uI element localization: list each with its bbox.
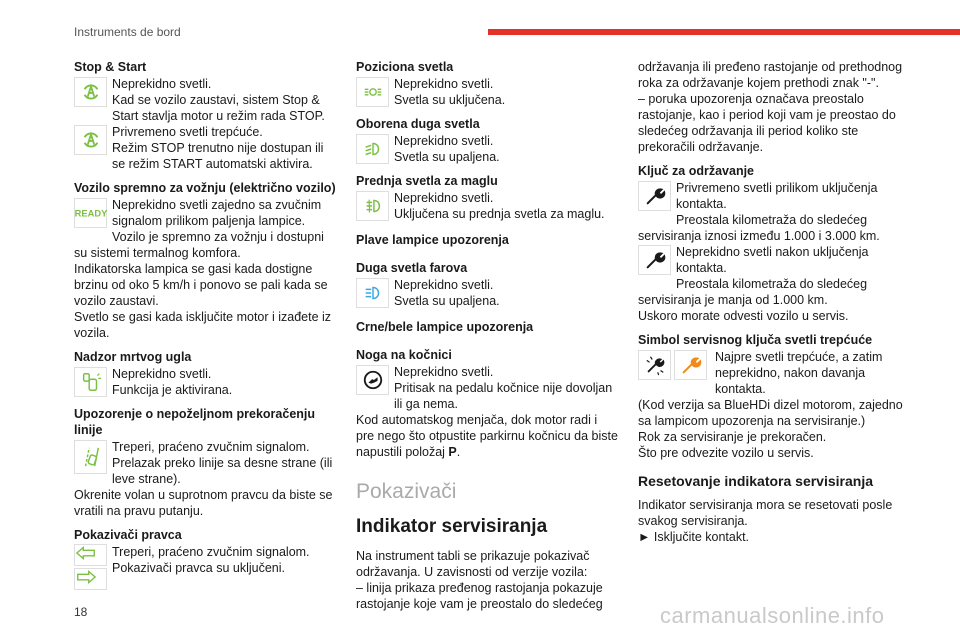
- blind-spot-icon: [74, 367, 107, 397]
- heading-blue-warnings: Plave lampice upozorenja: [356, 233, 509, 247]
- entry-blind-spot: [74, 366, 336, 398]
- heading-foot-on-brake: Noga na kočnici: [356, 348, 452, 362]
- ready-t1: Neprekidno svetli zajedno sa zvučnim signalom prilikom paljenja lampice.: [112, 198, 322, 228]
- ready-t2: Vozilo je spremno za vožnju i dostupni su sistemi termalnog komfora.: [74, 230, 324, 260]
- entry-front-fog: [356, 190, 618, 222]
- entry-foot-on-brake: [356, 364, 618, 460]
- turn-signal-icons: [74, 544, 107, 592]
- flash-t2: (Kod verzija sa BlueHDi dizel motorom, zajedno sa lampicom upozorenja na servisiranje.): [638, 398, 903, 428]
- turn-t2: Pokazivači pravca su uključeni.: [112, 561, 285, 575]
- front-fog-icon: [356, 191, 389, 221]
- heading-service-key: Ključ za održavanje: [638, 164, 755, 178]
- heading-position-lamps: Poziciona svetla: [356, 60, 454, 74]
- service-t1: Na instrument tabli se prikazuje pokazivač održavanja. U zavisnosti od verzije vozila:: [356, 549, 590, 579]
- lane-t2: Prelazak preko linije sa desne strane (ili leve strane).: [112, 456, 333, 486]
- flashing-key-icons: [638, 349, 710, 382]
- lane-departure-icon: [74, 440, 107, 474]
- turn-right-icon: [74, 568, 107, 590]
- fog-t1: Neprekidno svetli.: [394, 191, 494, 205]
- ready-t4: Svetlo se gasi kada isključite motor i izađete iz vozila.: [74, 310, 332, 340]
- flash-t3: Rok za servisiranje je prekoračen.: [638, 430, 827, 444]
- column-3: [638, 59, 904, 545]
- entry-stop-start-steady: [74, 76, 336, 124]
- dipped-t2: Svetla su upaljena.: [394, 150, 500, 164]
- heading-reset-service: Resetovanje indikatora servisiranja: [638, 473, 873, 489]
- header-accent-bar: [488, 29, 960, 35]
- entry-position-lamps: [356, 76, 618, 108]
- stop-start-flashing-icon: [74, 125, 107, 155]
- heading-lane-departure: Upozorenje o nepoželjnom prekoračenju linije: [74, 407, 316, 437]
- key-b1: Neprekidno svetli nakon uključenja kontakta.: [676, 245, 869, 275]
- ready-icon: [74, 198, 107, 228]
- column-2: [356, 59, 618, 612]
- section-title-indicators: Pokazivači: [356, 480, 457, 503]
- main-beam-icon: [356, 278, 389, 308]
- watermark: carmanualsonline.info: [660, 603, 885, 628]
- lane-t3: Okrenite volan u suprotnom pravcu da biste se vratili na pravu putanju.: [74, 488, 333, 518]
- service-t2: – linija prikaza pređenog rastojanja pokazuje rastojanje koje vam je preostalo do sledećeg: [356, 581, 603, 611]
- running-header: Instruments de bord: [74, 25, 181, 39]
- service-cont1: održavanja ili pređeno rastojanje od prethodnog roka za održavanje kojem prethodi znak "-".: [638, 60, 903, 90]
- dipped-t1: Neprekidno svetli.: [394, 134, 494, 148]
- brake-t1: Neprekidno svetli.: [394, 365, 494, 379]
- stop-start-a1: Neprekidno svetli.: [112, 77, 212, 91]
- heading-blind-spot: Nadzor mrtvog ugla: [74, 350, 192, 364]
- position-t2: Svetla su uključena.: [394, 93, 506, 107]
- entry-turn-signals: [74, 544, 336, 576]
- service-cont2: – poruka upozorenja označava preostalo rastojanje, kao i period koji vam je preostao do sledećeg održavanja ili period koliko ste prekoračili održavanje.: [638, 92, 896, 154]
- entry-dipped-beam: [356, 133, 618, 165]
- key-b3: Uskoro morate odvesti vozilo u servis.: [638, 309, 849, 323]
- key-a2: Preostala kilometraža do sledećeg servisiranja iznosi između 1.000 i 3.000 km.: [638, 213, 880, 243]
- brake-t3-text: Kod automatskog menjača, dok motor radi i pre nego što otpustite parkirnu kočnicu da biste napustili položaj: [356, 413, 618, 459]
- entry-service-key-steady: [638, 244, 904, 324]
- lane-t1: Treperi, praćeno zvučnim signalom.: [112, 440, 310, 454]
- heading-turn-signals: Pokazivači pravca: [74, 528, 182, 542]
- heading-main-beam: Duga svetla farova: [356, 261, 468, 275]
- heading-ready: Vozilo spremno za vožnju (električno vozilo): [74, 181, 336, 195]
- wrench-steady-icon: [638, 245, 671, 275]
- flash-t1: Najpre svetli trepćuće, a zatim neprekidno, nakon davanja kontakta.: [715, 350, 883, 396]
- brake-t2: Pritisak na pedalu kočnice nije dovoljan ili ga nema.: [394, 381, 613, 411]
- stop-start-b2: Režim STOP trenutno nije dostupan ili se režim START automatski aktivira.: [112, 141, 324, 171]
- fog-t2: Uključena su prednja svetla za maglu.: [394, 207, 605, 221]
- sidelamps-icon: [356, 77, 389, 107]
- flash-t4: Što pre odvezite vozilo u servis.: [638, 446, 814, 460]
- turn-t1: Treperi, praćeno zvučnim signalom.: [112, 545, 310, 559]
- reset-t1: Indikator servisiranja mora se resetovati posle svakog servisiranja.: [638, 498, 893, 528]
- foot-on-brake-icon: [356, 365, 389, 395]
- svg-text:READY: READY: [74, 208, 107, 219]
- wrench-flashing-icon: [638, 350, 671, 380]
- dipped-beam-icon: [356, 134, 389, 164]
- brake-t3: [356, 412, 618, 460]
- heading-front-fog: Prednja svetla za maglu: [356, 174, 498, 188]
- blind-spot-t2: Funkcija je aktivirana.: [112, 383, 233, 397]
- stop-start-a2: Kad se vozilo zaustavi, sistem Stop & Start stavlja motor u režim rada STOP.: [112, 93, 325, 123]
- column-1: [74, 59, 336, 592]
- stop-start-b1: Privremeno svetli trepćuće.: [112, 125, 263, 139]
- heading-bw-warnings: Crne/bele lampice upozorenja: [356, 320, 534, 334]
- entry-stop-start-flash: [74, 124, 336, 172]
- ready-t3: Indikatorska lampica se gasi kada dostigne brzinu od oko 5 km/h i ponovo se pali kada se vozilo zaustavi.: [74, 262, 328, 308]
- main-beam-t2: Svetla su upaljena.: [394, 294, 500, 308]
- heading-flashing-key: Simbol servisnog ključa svetli trepćuće: [638, 333, 873, 347]
- wrench-icon: [638, 181, 671, 211]
- reset-t2: ► Isključite kontakt.: [638, 530, 750, 544]
- key-b2: Preostala kilometraža do sledećeg servisiranja je manja od 1.000 km.: [638, 277, 868, 307]
- heading-stop-start: Stop & Start: [74, 60, 147, 74]
- turn-left-icon: [74, 544, 107, 566]
- entry-service-key-temp: [638, 180, 904, 244]
- entry-ready: [74, 197, 336, 341]
- heading-dipped-beam: Oborena duga svetla: [356, 117, 480, 131]
- brake-t3-end: .: [456, 445, 461, 459]
- main-beam-t1: Neprekidno svetli.: [394, 278, 494, 292]
- page-number: 18: [74, 605, 88, 619]
- wrench-orange-icon: [674, 350, 707, 380]
- heading-service-indicator: Indikator servisiranja: [356, 516, 548, 537]
- blind-spot-t1: Neprekidno svetli.: [112, 367, 212, 381]
- position-t1: Neprekidno svetli.: [394, 77, 494, 91]
- key-a1: Privremeno svetli prilikom uključenja kontakta.: [676, 181, 878, 211]
- brake-t3-gear: P: [448, 445, 457, 459]
- entry-flashing-key: [638, 349, 904, 461]
- entry-main-beam: [356, 277, 618, 309]
- entry-lane-departure: [74, 439, 336, 519]
- stop-start-green-icon: [74, 77, 107, 107]
